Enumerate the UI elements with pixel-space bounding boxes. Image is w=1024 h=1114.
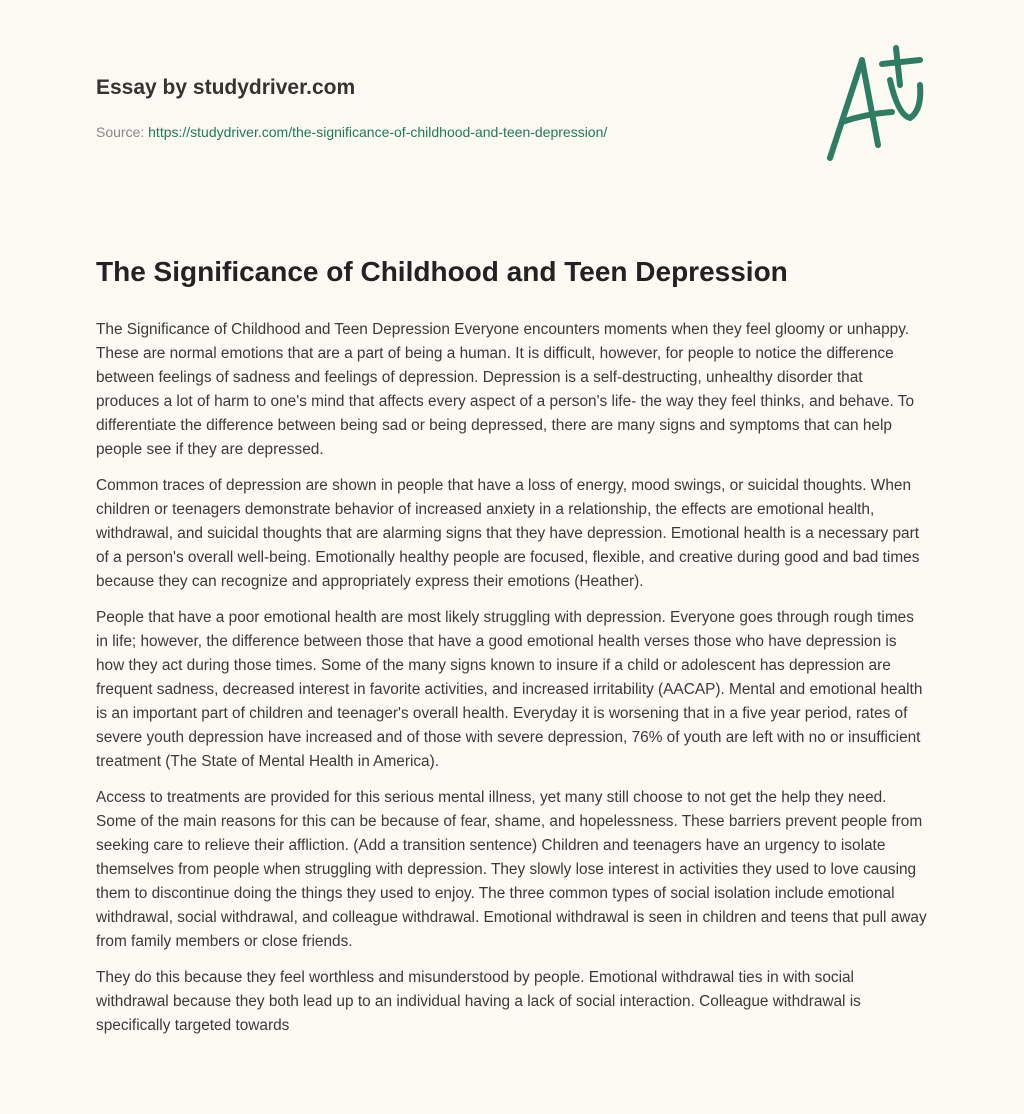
essay-title: The Significance of Childhood and Teen Depression: [96, 256, 788, 287]
site-title: Essay by studydriver.com: [96, 76, 356, 99]
header: [96, 76, 928, 140]
paragraph: People that have a poor emotional health are most likely struggling with depression. Everyone goes through rough times in life; however, the difference between those that have a good emotional health verses those who have depression is how they act during those times. Some of the many signs known to insure if a child or adolescent has depression are frequent sadness, decreased interest in favorite activities, and increased irritability (AACAP). Mental and emotional health is an important part of children and teenager's overall health. Everyday it is worsening that in a five year period, rates of severe youth depression have increased and of those with severe depression, 76% of youth are left with no or insufficient treatment (The State of Mental Health in America).: [96, 609, 923, 770]
source-line: [96, 124, 928, 140]
source-label: Source:: [96, 124, 145, 140]
a-plus-logo-icon: [820, 40, 930, 165]
paragraph: Common traces of depression are shown in people that have a loss of energy, mood swings, or suicidal thoughts. When children or teenagers demonstrate behavior of increased anxiety in a relationship, the effects are emotional health, withdrawal, and suicidal thoughts that are alarming signs that they have depression. Emotional health is a necessary part of a person's overall well-being. Emotionally healthy people are focused, flexible, and creative during good and bad times because they can recognize and appropriately express their emotions (Heather).: [96, 477, 920, 590]
essay-body: [96, 318, 928, 1050]
paragraph: Access to treatments are provided for this serious mental illness, yet many still choose to not get the help they need. Some of the main reasons for this can be because of fear, shame, and hopelessness. These barriers prevent people from seeking care to relieve their affliction. (Add a transition sentence) Children and teenagers have an urgency to isolate themselves from people when struggling with depression. They slowly lose interest in activities they used to love causing them to discontinue doing the things they used to enjoy. The three common types of social isolation include emotional withdrawal, social withdrawal, and colleague withdrawal. Emotional withdrawal is seen in children and teens that pull away from family members or close friends.: [96, 789, 927, 950]
source-link[interactable]: https://studydriver.com/the-significance-of-childhood-and-teen-depression/: [148, 124, 608, 140]
paragraph: They do this because they feel worthless and misunderstood by people. Emotional withdrawal ties in with social withdrawal because they both lead up to an individual having a lack of social interaction. Colleague withdrawal is specifically targeted towards: [96, 969, 861, 1034]
paragraph: The Significance of Childhood and Teen Depression Everyone encounters moments when they feel gloomy or unhappy. These are normal emotions that are a part of being a human. It is difficult, however, for people to notice the difference between feelings of sadness and feelings of depression. Depression is a self-destructing, unhealthy disorder that produces a lot of harm to one's mind that affects every aspect of a person's life- the way they feel thinks, and behave. To differentiate the difference between being sad or being depressed, there are many signs and symptoms that can help people see if they are depressed.: [96, 321, 915, 458]
